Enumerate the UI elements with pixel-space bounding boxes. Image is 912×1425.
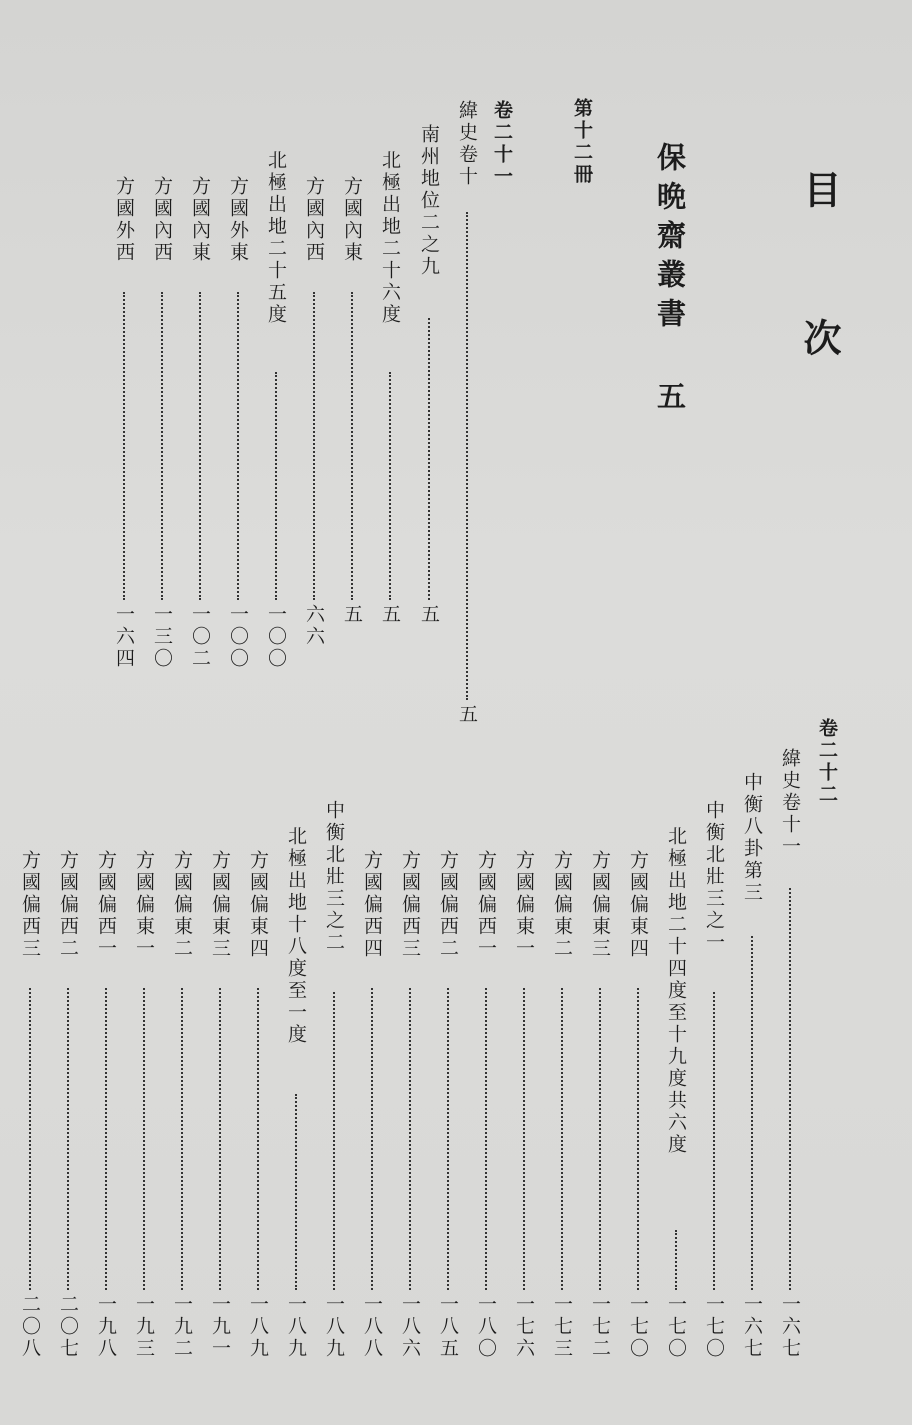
leader-dots [143, 988, 145, 1290]
leader-dots [637, 988, 639, 1290]
toc-entry-title: 方國偏東二 [171, 850, 193, 960]
toc-entry-page: 五 [456, 704, 478, 726]
toc-entry-title: 方國偏西二 [437, 850, 459, 960]
toc-entry-title: 北極出地十八度至一度 [285, 826, 307, 1046]
toc-entry-page: 一八九 [323, 1294, 345, 1360]
toc-entry-page: 一六七 [741, 1294, 763, 1360]
leader-dots [371, 988, 373, 1290]
toc-entry-page: 一八九 [247, 1294, 269, 1360]
leader-dots [675, 1230, 677, 1290]
leader-dots [219, 988, 221, 1290]
toc-entry-title: 方國偏西一 [95, 850, 117, 960]
leader-dots [295, 1094, 297, 1290]
leader-dots [199, 292, 201, 600]
toc-entry-title: 中衡北壯三之二 [323, 800, 345, 954]
leader-dots [466, 212, 468, 700]
toc-entry-page: 一〇〇 [265, 604, 287, 670]
leader-dots [751, 936, 753, 1290]
toc-entry-page: 一九三 [133, 1294, 155, 1360]
toc-entry-page: 一九二 [171, 1294, 193, 1360]
toc-entry-page: 一七三 [551, 1294, 573, 1360]
toc-entry-title: 方國內東 [189, 176, 211, 264]
toc-entry-title: 方國偏東四 [627, 850, 649, 960]
leader-dots [237, 292, 239, 600]
leader-dots [29, 988, 31, 1290]
toc-entry-page: 一〇二 [189, 604, 211, 670]
toc-entry-page: 一七〇 [703, 1294, 725, 1360]
toc-entry-page: 一九八 [95, 1294, 117, 1360]
toc-entry-title: 方國偏東一 [513, 850, 535, 960]
leader-dots [161, 292, 163, 600]
leader-dots [485, 988, 487, 1290]
leader-dots [409, 988, 411, 1290]
page-title: 目次 [797, 170, 842, 466]
juan-label-upper: 卷二十一 [491, 100, 513, 188]
toc-entry-page: 一六四 [113, 604, 135, 670]
toc-entry-title: 中衡八卦第三 [741, 772, 763, 904]
toc-entry-page: 五 [341, 604, 363, 626]
toc-entry-title: 方國偏西四 [361, 850, 383, 960]
toc-entry-page: 一八〇 [475, 1294, 497, 1360]
toc-entry-page: 一七〇 [627, 1294, 649, 1360]
leader-dots [123, 292, 125, 600]
toc-entry-title: 方國偏東三 [589, 850, 611, 960]
toc-entry-page: 一三〇 [151, 604, 173, 670]
toc-entry-page: 一八五 [437, 1294, 459, 1360]
toc-entry-title: 方國偏東四 [247, 850, 269, 960]
leader-dots [313, 292, 315, 600]
toc-entry-title: 方國偏西三 [19, 850, 41, 960]
toc-entry-title: 緯史卷十一 [779, 748, 801, 858]
toc-entry-page: 一〇〇 [227, 604, 249, 670]
leader-dots [389, 372, 391, 600]
series-title: 保晩齋叢書 五 [653, 142, 687, 420]
toc-entry-title: 方國偏東一 [133, 850, 155, 960]
toc-entry-title: 方國內東 [341, 176, 363, 264]
toc-entry-title: 南州地位二之九 [418, 124, 440, 278]
toc-entry-title: 方國內西 [303, 176, 325, 264]
leader-dots [447, 988, 449, 1290]
toc-entry-page: 一八六 [399, 1294, 421, 1360]
toc-entry-title: 方國偏西三 [399, 850, 421, 960]
leader-dots [599, 988, 601, 1290]
leader-dots [523, 988, 525, 1290]
juan-label-lower: 卷二十二 [816, 718, 838, 806]
leader-dots [428, 318, 430, 600]
leader-dots [181, 988, 183, 1290]
toc-entry-title: 方國偏西二 [57, 850, 79, 960]
toc-entry-title: 緯史卷十 [456, 100, 478, 188]
leader-dots [713, 992, 715, 1290]
toc-entry-page: 一八九 [285, 1294, 307, 1360]
toc-entry-page: 一七二 [589, 1294, 611, 1360]
toc-entry-title: 北極出地二十五度 [265, 150, 287, 326]
toc-entry-title: 方國內西 [151, 176, 173, 264]
toc-entry-page: 一七六 [513, 1294, 535, 1360]
leader-dots [333, 992, 335, 1290]
toc-entry-page: 五 [418, 604, 440, 626]
toc-entry-page: 一七〇 [665, 1294, 687, 1360]
toc-entry-page: 一六七 [779, 1294, 801, 1360]
volume-label: 第十二冊 [571, 98, 593, 186]
toc-entry-page: 一八八 [361, 1294, 383, 1360]
toc-entry-title: 方國外東 [227, 176, 249, 264]
leader-dots [67, 988, 69, 1290]
toc-entry-title: 北極出地二十四度至十九度共六度 [665, 826, 687, 1156]
toc-entry-page: 五 [379, 604, 401, 626]
toc-entry-page: 二〇七 [57, 1294, 79, 1360]
leader-dots [351, 292, 353, 600]
leader-dots [275, 372, 277, 600]
toc-entry-title: 北極出地二十六度 [379, 150, 401, 326]
toc-entry-page: 二〇八 [19, 1294, 41, 1360]
toc-entry-title: 方國外西 [113, 176, 135, 264]
toc-entry-page: 六六 [303, 604, 325, 648]
leader-dots [789, 888, 791, 1290]
toc-entry-page: 一九一 [209, 1294, 231, 1360]
toc-entry-title: 方國偏東三 [209, 850, 231, 960]
toc-entry-title: 中衡北壯三之一 [703, 800, 725, 954]
toc-entry-title: 方國偏東二 [551, 850, 573, 960]
leader-dots [105, 988, 107, 1290]
toc-entry-title: 方國偏西一 [475, 850, 497, 960]
leader-dots [257, 988, 259, 1290]
leader-dots [561, 988, 563, 1290]
